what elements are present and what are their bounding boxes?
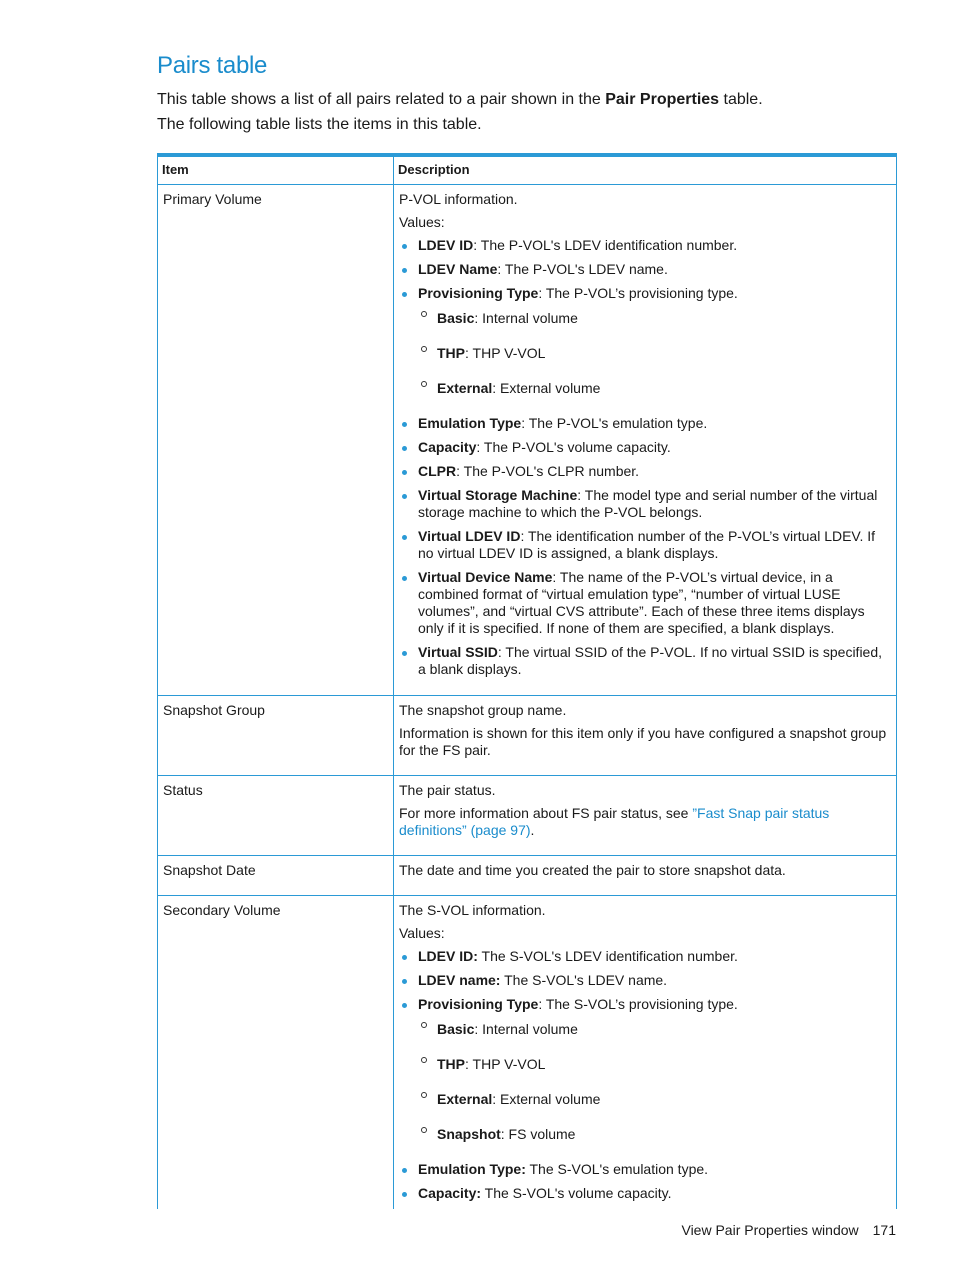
value-term: Capacity	[418, 439, 477, 455]
description-cell	[394, 776, 897, 856]
table-row	[158, 896, 897, 1210]
sub-list-item	[418, 1056, 891, 1073]
value-term: Emulation Type	[418, 415, 522, 431]
description-paragraph: Values:	[399, 925, 445, 941]
value-description: : The P-VOL's LDEV identification number.	[473, 237, 738, 253]
value-term: Basic	[437, 310, 475, 326]
value-term: THP	[437, 345, 465, 361]
description-paragraph: The date and time you created the pair to store snapshot data.	[399, 862, 786, 878]
value-description: : External volume	[492, 1091, 601, 1107]
value-term: Virtual Storage Machine	[418, 487, 578, 503]
pairs-items-table	[157, 153, 897, 1209]
sub-values-list	[418, 1021, 891, 1143]
value-term: Virtual Device Name	[418, 569, 553, 585]
value-description: : The P-VOL's LDEV name.	[497, 261, 668, 277]
table-body	[158, 185, 897, 1210]
value-description: : THP V-VOL	[465, 1056, 546, 1072]
pair-properties-term: Pair Properties	[605, 91, 720, 108]
value-description: : The P-VOL's CLPR number.	[456, 463, 640, 479]
description-cell	[394, 856, 897, 896]
value-description: The S-VOL's LDEV identification number.	[477, 948, 738, 964]
sub-list-item	[418, 1126, 891, 1143]
value-description: The S-VOL's volume capacity.	[481, 1185, 672, 1201]
sub-list-item	[418, 1021, 891, 1038]
value-term: Provisioning Type	[418, 996, 539, 1012]
sub-list-item	[418, 345, 891, 362]
value-term: Virtual LDEV ID	[418, 528, 521, 544]
link-trail-text: .	[530, 822, 535, 838]
list-item	[399, 569, 891, 637]
item-cell: Status	[158, 776, 394, 856]
footer-section-title: View Pair Properties window	[681, 1222, 859, 1238]
list-item	[399, 1161, 891, 1178]
list-item	[399, 644, 891, 678]
values-list	[399, 237, 891, 678]
item-cell: Snapshot Group	[158, 696, 394, 776]
value-term: LDEV ID	[418, 237, 474, 253]
value-term: Snapshot	[437, 1126, 501, 1142]
value-term: LDEV name:	[418, 972, 501, 988]
page-title: Pairs table	[157, 52, 268, 79]
value-term: External	[437, 1091, 493, 1107]
list-item	[399, 948, 891, 965]
value-description: The S-VOL's emulation type.	[525, 1161, 709, 1177]
value-description: : The identification number of the P-VOL’s virtual LDEV. If no virtual LDEV ID is assigned, a blank displays.	[418, 528, 876, 561]
table-row	[158, 696, 897, 776]
list-item	[399, 996, 891, 1143]
value-description: : Internal volume	[474, 1021, 578, 1037]
description-paragraph: Information is shown for this item only if you have configured a snapshot group for the FS pair.	[399, 725, 887, 758]
table-header-row	[158, 155, 897, 185]
value-term: LDEV ID:	[418, 948, 478, 964]
table-row	[158, 856, 897, 896]
description-paragraph	[399, 805, 891, 839]
values-list	[399, 948, 891, 1202]
value-term: Virtual SSID	[418, 644, 498, 660]
description-cell	[394, 896, 897, 1210]
header-item: Item	[158, 155, 394, 185]
link-lead-text: For more information about FS pair status, see	[399, 805, 693, 821]
value-description: : The S-VOL’s provisioning type.	[538, 996, 738, 1012]
table-row	[158, 185, 897, 696]
description-cell	[394, 696, 897, 776]
sub-list-item	[418, 1091, 891, 1108]
value-description: : External volume	[492, 380, 601, 396]
list-item	[399, 487, 891, 521]
intro-line-2: The following table lists the items in this table.	[157, 116, 482, 133]
value-description: : The model type and serial number of the virtual storage machine to which the P-VOL belongs.	[418, 487, 878, 520]
page-footer	[681, 1222, 896, 1238]
value-term: Provisioning Type	[418, 285, 539, 301]
sub-list-item	[418, 310, 891, 327]
description-paragraph: Values:	[399, 214, 445, 230]
list-item	[399, 261, 891, 278]
list-item	[399, 528, 891, 562]
description-cell	[394, 185, 897, 696]
page-number: 171	[872, 1222, 896, 1238]
sub-list-item	[418, 380, 891, 397]
value-description: : The virtual SSID of the P-VOL. If no virtual SSID is specified, a blank displays.	[418, 644, 883, 677]
value-term: Capacity:	[418, 1185, 482, 1201]
value-term: CLPR	[418, 463, 457, 479]
value-description: : The name of the P-VOL’s virtual device, in a combined format of “virtual emulation type”, “number of virtual LUSE volumes”, and “virtual CVS attribute”. Each of these three items displays only if it is specified. If none of them are specified, a blank displays.	[418, 569, 865, 636]
sub-values-list	[418, 310, 891, 397]
value-term: Basic	[437, 1021, 475, 1037]
description-paragraph: The S-VOL information.	[399, 902, 546, 918]
value-term: THP	[437, 1056, 465, 1072]
list-item	[399, 972, 891, 989]
list-item	[399, 237, 891, 254]
item-cell: Primary Volume	[158, 185, 394, 696]
value-term: Emulation Type:	[418, 1161, 526, 1177]
value-description: : THP V-VOL	[465, 345, 546, 361]
value-description: : Internal volume	[474, 310, 578, 326]
list-item	[399, 463, 891, 480]
description-paragraph: P-VOL information.	[399, 191, 518, 207]
list-item	[399, 439, 891, 456]
value-term: External	[437, 380, 493, 396]
value-description: : FS volume	[500, 1126, 576, 1142]
list-item	[399, 415, 891, 432]
value-description: : The P-VOL's volume capacity.	[476, 439, 671, 455]
list-item	[399, 285, 891, 397]
description-paragraph: The snapshot group name.	[399, 702, 567, 718]
cross-reference-link[interactable]: ”Fast Snap pair status definitions” (page 97)	[399, 805, 830, 838]
value-description: : The P-VOL's emulation type.	[521, 415, 708, 431]
value-description: The S-VOL's LDEV name.	[500, 972, 668, 988]
value-term: LDEV Name	[418, 261, 498, 277]
header-description: Description	[394, 155, 897, 185]
list-item	[399, 1185, 891, 1202]
table-row	[158, 776, 897, 856]
item-cell: Secondary Volume	[158, 896, 394, 1210]
value-description: : The P-VOL’s provisioning type.	[538, 285, 738, 301]
item-cell: Snapshot Date	[158, 856, 394, 896]
intro-line-1: This table shows a list of all pairs related to a pair shown in the Pair Properties table.	[157, 91, 763, 108]
description-paragraph: The pair status.	[399, 782, 496, 798]
intro-text	[157, 87, 763, 137]
